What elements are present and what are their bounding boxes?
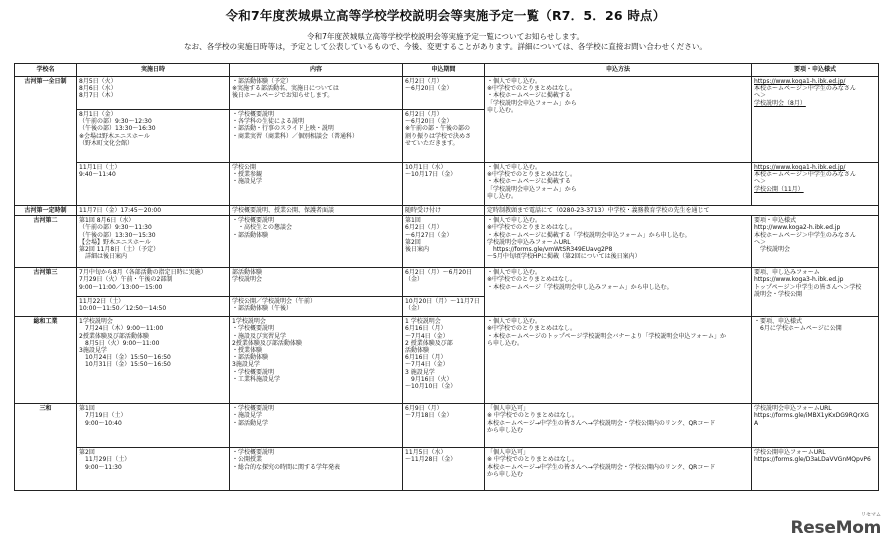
cell-line: 6月2日（月） (405, 78, 443, 85)
cell-line: 1学校説明会 (79, 318, 113, 326)
cell-line: 後日案内 (405, 246, 430, 254)
cell-line: https://forms.gle/iMBX1yKxDG9RQrXG (754, 412, 869, 420)
cell-method (485, 163, 752, 206)
cell-line: ら申し込む。 (487, 339, 524, 347)
header-form: 要項・申込様式 (752, 64, 879, 77)
cell-line: 10:00～11:50／12:50～14:50 (79, 305, 167, 313)
cell-line: https://www.koga3-h.ibk.ed.jp (754, 276, 844, 284)
cell-line: 7月29日（火）午前・午後の2部制 (79, 276, 173, 284)
cell-method (485, 77, 752, 163)
cell-line: 11月29日（土） (79, 456, 131, 464)
cell-line: ・施設見学 (232, 412, 263, 420)
cell-line: ～7月18日（金） (405, 412, 453, 420)
cell-line: 2 授業体験及び部 (405, 339, 453, 347)
cell-line: 3施設見学 (232, 361, 260, 369)
cell-line: 3施設見学 (79, 347, 107, 355)
intro-line: なお、各学校の実施日時等は，予定として公表しているもので、今後、変更することがあります。詳細については、各学校に直接お問い合わせください。 (183, 42, 708, 51)
cell-content (230, 297, 403, 317)
cell-form (752, 317, 879, 404)
school-name: 古河第二 (15, 216, 77, 268)
cell-period (403, 206, 485, 216)
cell-line: 【会場】野木エニスホール (79, 238, 151, 246)
cell-line: （午前の部）9:30～11:30 (79, 224, 152, 232)
cell-content (230, 163, 403, 206)
cell-line: ・個人で申し込む。 (487, 217, 542, 225)
cell-line: 9:00～11:00／13:00～15:00 (79, 283, 163, 291)
cell-line: へ＞ (754, 178, 767, 186)
cell-line: せていただきます。 (405, 139, 459, 147)
logo-sub: リセマム (861, 512, 881, 518)
cell-line: ・個人で申し込む。 (487, 318, 542, 326)
cell-line: ～10月17日（金） (405, 171, 457, 179)
cell-line: ・学校概要説明 (232, 368, 275, 376)
cell-content (230, 77, 403, 110)
cell-line: ～11月28日（金） (405, 456, 457, 464)
cell-line: 本校ホームページ＞中学生のみなさん (754, 85, 856, 93)
header-school: 学校名 (15, 64, 77, 77)
form-link[interactable]: https://www.koga1-h.ibk.ed.jp/ (754, 78, 846, 85)
cell-line: 第1回 8月6日（水） (79, 217, 135, 225)
cell-period (403, 77, 485, 110)
cell-date (77, 216, 230, 268)
cell-line: 7月19日（土） (79, 412, 127, 420)
cell-line: ～6月20日（金） (405, 85, 453, 93)
cell-line: ・部活動体験（予定） (232, 78, 293, 85)
cell-line: 「個人申込可」 (487, 449, 530, 457)
cell-line: 学校説明会申込みフォームURL (487, 238, 571, 246)
cell-form (752, 268, 879, 317)
cell-line: 6月2日（月） (405, 224, 443, 232)
logo-main: ReseMom (790, 518, 881, 538)
cell-period (403, 317, 485, 404)
cell-period (403, 404, 485, 448)
cell-line: 本校ホームページ→中学生の皆さんへ→学校説明会・学校公開内のリンク、QRコード (487, 463, 716, 471)
cell-line: ※中学校でのとりまとめはなし。 (487, 325, 577, 333)
form-link[interactable]: 学校公開（11月） (754, 185, 804, 193)
cell-line: 7月24日（木）9:00～11:00 (79, 325, 164, 333)
cell-line: 2授業体験及び部活動体験 (79, 332, 149, 340)
cell-line: ・公開授業 (232, 456, 263, 464)
cell-line: 6月16日（月） (405, 354, 447, 362)
cell-line: ～7月4日（金） (405, 361, 449, 369)
cell-method (485, 404, 752, 448)
cell-line: ※会場は野木エニスホール (79, 132, 150, 140)
cell-line: ・本校ホームページ「学校説明会申し込みフォーム」から申し込む。 (487, 283, 673, 291)
cell-line: ・本校ホームページに掲載する「学校説明会申込フォーム」から申し込む。 (487, 231, 691, 239)
cell-period (403, 448, 485, 491)
cell-line: ・商業実習（商業科）／個別相談会（普通科） (232, 132, 359, 140)
header-date: 実施日時 (77, 64, 230, 77)
cell-line: ・授業参観 (232, 171, 263, 179)
intro-text (0, 32, 891, 52)
cell-line: 活動体験 (405, 347, 430, 355)
cell-line: 7月中旬から8月（各部活動の指定日時に実施） (79, 269, 207, 277)
cell-method (485, 268, 752, 317)
cell-line: 8月5日（火） (79, 78, 117, 85)
cell-line: 学校概要説明、授業公開、保護者面談 (232, 207, 335, 214)
cell-line: ～6月27日（金） (405, 231, 453, 239)
cell-line: へ＞ (754, 238, 767, 246)
cell-line: （野木町文化会館） (79, 139, 134, 147)
school-name: 古河第一定時制 (15, 206, 77, 216)
cell-line: 10月20日（月）～11月7日 (405, 298, 480, 306)
cell-method (485, 317, 752, 404)
cell-line: ※中学校でのとりまとめはなし。 (487, 85, 577, 93)
cell-line: ・施設及び実習見学 (232, 332, 287, 340)
cell-line: 11月5日（水） (405, 449, 447, 457)
cell-line: A (754, 419, 759, 427)
cell-line: ・部活動体験 (232, 231, 269, 239)
cell-line: ※中学校でのとりまとめはなし。 (487, 224, 577, 232)
cell-line: ・総合的な探究の時間に関する学年発表 (232, 463, 341, 471)
cell-date (77, 404, 230, 448)
cell-content (230, 110, 403, 163)
cell-line: 6月に学校ホームページに公開 (754, 325, 842, 333)
cell-line: 6月16日（月） (405, 325, 447, 333)
cell-line: 第2回 (405, 238, 421, 246)
table-row (15, 404, 879, 448)
cell-line: 8月7日（木） (79, 92, 117, 100)
table-body (15, 77, 879, 491)
cell-line: 随時受け付け (405, 207, 442, 214)
cell-line: 部活動体験 (232, 269, 263, 277)
cell-method (485, 206, 879, 216)
cell-line: 「個人申込可」 (487, 405, 530, 413)
cell-line: （金） (405, 276, 424, 284)
cell-line: 割り振りは学校で決めさ (405, 132, 472, 140)
cell-line: 第2回 11月8日（土）（予定） (79, 246, 160, 254)
cell-line: トップページ＞中学生の皆さんへ＞学校 (754, 283, 862, 291)
cell-line: 学校説明会 (754, 246, 791, 254)
cell-line: 9:00～11:30 (79, 463, 122, 471)
cell-line: ～6月20日（金） (405, 118, 453, 126)
cell-content (230, 206, 403, 216)
cell-line: 2授業体験及び部活動体験 (232, 339, 302, 347)
header-method: 申込方法 (485, 64, 752, 77)
cell-line: （午後の部）13:30～15:30 (79, 231, 156, 239)
cell-content (230, 404, 403, 448)
cell-line: ・高校生との懇談会 (232, 224, 293, 232)
cell-line: ・工業科施設見学 (232, 375, 281, 383)
cell-line: 第2回 (79, 449, 95, 457)
cell-line: 11月22日（土） (79, 298, 125, 306)
cell-date (77, 448, 230, 491)
cell-line: （金） (405, 305, 424, 313)
cell-line: ※ 中学校でのとりまとめはなし。 (487, 412, 578, 420)
page-title: 令和7年度茨城県立高等学校学校説明会等実施予定一覧（R7．5．26 時点） (225, 8, 666, 23)
table-row (15, 268, 879, 297)
cell-line: 10月1日（水） (405, 164, 447, 171)
cell-line: ・学校概要説明 (232, 111, 275, 118)
cell-content (230, 317, 403, 404)
cell-line: 本校ホームページ＞中学生のみなさん (754, 231, 856, 239)
cell-line: ・学校概要説明 (232, 217, 275, 225)
school-name: 三和 (15, 404, 77, 491)
intro-line: 令和7年度茨城県立高等学校学校説明会等実施予定一覧についてお知らせします。 (306, 32, 585, 41)
cell-line: 学校公開 (232, 164, 257, 171)
cell-line: 10月24日（金）15:50～16:50 (79, 354, 171, 362)
cell-line: 本校ホームページ＞中学生のみなさん (754, 171, 856, 179)
cell-date (77, 77, 230, 110)
cell-line: （午後の部）13:30～16:30 (79, 125, 156, 133)
cell-line: ・部活動体験 (232, 354, 269, 362)
resemom-logo (790, 512, 881, 538)
table-row (15, 206, 879, 216)
cell-line: 「学校説明会申込フォーム」から (487, 185, 577, 193)
cell-line: ・要項、申込様式 (754, 318, 803, 326)
cell-line: ※中学校でのとりまとめはなし。 (487, 276, 577, 284)
cell-line: ～7月4日（金） (405, 332, 449, 340)
table-header-row (15, 64, 879, 77)
cell-content (230, 216, 403, 268)
cell-line: 1 学校説明会 (405, 318, 441, 326)
table-row (15, 448, 879, 491)
school-name: 古河第一全日制 (15, 77, 77, 206)
cell-line: ・部活動・行事のスライド上映・説明 (232, 125, 334, 133)
cell-line: 1学校説明会 (232, 318, 266, 326)
cell-line: ・個人で申し込む。 (487, 164, 542, 171)
table-row (15, 163, 879, 206)
cell-line: 6月9日（月） (405, 405, 443, 413)
header-content: 内容 (230, 64, 403, 77)
table-row (15, 317, 879, 404)
cell-line: https://forms.gle/vmWtSR349EUavg2P8 (487, 246, 613, 254)
cell-form (752, 216, 879, 268)
cell-line: ～5月中旬頃学校HPに掲載（第2回については後日案内） (487, 253, 641, 261)
cell-line: 11月1日（土） (79, 164, 121, 171)
cell-period (403, 268, 485, 297)
cell-line: https://forms.gle/D3aLDaVVGnMQpvP6 (754, 456, 871, 464)
form-link[interactable]: 学校説明会（8月） (754, 99, 806, 107)
cell-line: ・各学科の生徒による説明 (232, 118, 305, 126)
cell-date (77, 110, 230, 163)
cell-line: ※中学校でのとりまとめはなし。 (487, 171, 577, 179)
table-row (15, 77, 879, 110)
cell-line: ・学校概要説明 (232, 449, 275, 457)
cell-line: ・本校ホームページに掲載する (487, 178, 571, 186)
cell-line: から申し込む (487, 470, 524, 478)
school-name: 総和工業 (15, 317, 77, 404)
cell-line: 説明会・学校公開 (754, 290, 803, 298)
cell-line: 学校説明会 (232, 276, 263, 284)
cell-period (403, 163, 485, 206)
cell-date (77, 297, 230, 317)
cell-line: ～10月10日（金） (405, 383, 457, 391)
cell-line: ・個人で申し込む。 (487, 78, 542, 85)
cell-line: ・授業体験 (232, 347, 263, 355)
cell-line: 学校公開／学校説明会（午前） (232, 298, 317, 306)
cell-line: 8月1日（金） (79, 111, 117, 118)
cell-line: http://www.koga2-h.ibk.ed.jp (754, 224, 841, 232)
cell-form (752, 404, 879, 448)
cell-form (752, 448, 879, 491)
cell-content (230, 268, 403, 297)
cell-line: 学校公開申込フォームURL (754, 449, 826, 457)
cell-line: ・本校ホームページのトップページ学校説明会バナーより「学校説明会申込フォーム」か (487, 332, 727, 340)
cell-line: 定時制教頭まで電話にて（0280-23-3713）中学校・義務教育学校の先生を通じて (487, 207, 710, 214)
cell-line: 6月2日（月） (405, 111, 443, 118)
cell-line: 第1回 (405, 217, 421, 225)
form-link[interactable]: https://www.koga1-h.ibk.ed.jp/ (754, 164, 846, 171)
cell-period (403, 110, 485, 163)
cell-line: （午前の部）9:30～12:30 (79, 118, 152, 126)
cell-line: ・学校概要説明 (232, 325, 275, 333)
table-row (15, 216, 879, 268)
schedule-table (14, 63, 879, 491)
cell-line: 8月6日（水） (79, 85, 117, 93)
cell-line: ※ 中学校でのとりまとめはなし。 (487, 456, 578, 464)
cell-line: 後日ホームページでお知らせします。 (232, 92, 334, 100)
cell-line: 詳細は後日案内 (79, 253, 128, 261)
cell-method (485, 216, 752, 268)
cell-line: ・施設見学 (232, 178, 263, 186)
cell-line: 3 施設見学 (405, 368, 435, 376)
cell-line: ・部活動見学 (232, 419, 269, 427)
cell-line: 本校ホームページ→中学生の皆さんへ→学校説明会・学校公開内のリンク、QRコード (487, 419, 716, 427)
cell-line: 9:40～11:40 (79, 171, 116, 179)
cell-line: 第1回 (79, 405, 95, 413)
cell-date (77, 206, 230, 216)
cell-period (403, 216, 485, 268)
cell-line: 9月16日（火） (405, 375, 453, 383)
cell-line: から申し込む (487, 426, 524, 434)
cell-line: ・部活動体験（午後） (232, 305, 293, 313)
cell-line: ※午前の部・午後の部の (405, 125, 471, 133)
cell-date (77, 163, 230, 206)
cell-line: 申し込む。 (487, 192, 518, 200)
cell-period (403, 297, 485, 317)
cell-date (77, 268, 230, 297)
cell-line: ※実施する部活動名、実施日については (232, 85, 339, 93)
cell-form (752, 163, 879, 206)
cell-method (485, 448, 752, 491)
cell-line: 6月2日（月）～6月20日 (405, 269, 473, 277)
cell-line: 10月31日（金）15:50～16:50 (79, 361, 171, 369)
cell-content (230, 448, 403, 491)
cell-line: 要項・申込様式 (754, 217, 797, 225)
cell-line: ・本校ホームページに掲載する (487, 92, 571, 100)
cell-line: 申し込む。 (487, 106, 518, 114)
cell-line: ・個人で申し込む。 (487, 269, 542, 277)
cell-line: 要項、申し込みフォーム (754, 269, 820, 277)
cell-line: 学校説明会申込フォームURL (754, 405, 832, 413)
cell-line: ・学校概要説明 (232, 405, 275, 413)
cell-form (752, 77, 879, 163)
cell-line: へ＞ (754, 92, 767, 100)
cell-date (77, 317, 230, 404)
cell-line: 9:00～10:40 (79, 419, 122, 427)
cell-line: 「学校説明会申込フォーム」から (487, 99, 577, 107)
header-period: 申込期間 (403, 64, 485, 77)
cell-line: 8月5日（火）9:00～11:00 (79, 339, 160, 347)
cell-line: 11月7日（金）17:45～20:00 (79, 207, 162, 214)
school-name: 古河第三 (15, 268, 77, 317)
